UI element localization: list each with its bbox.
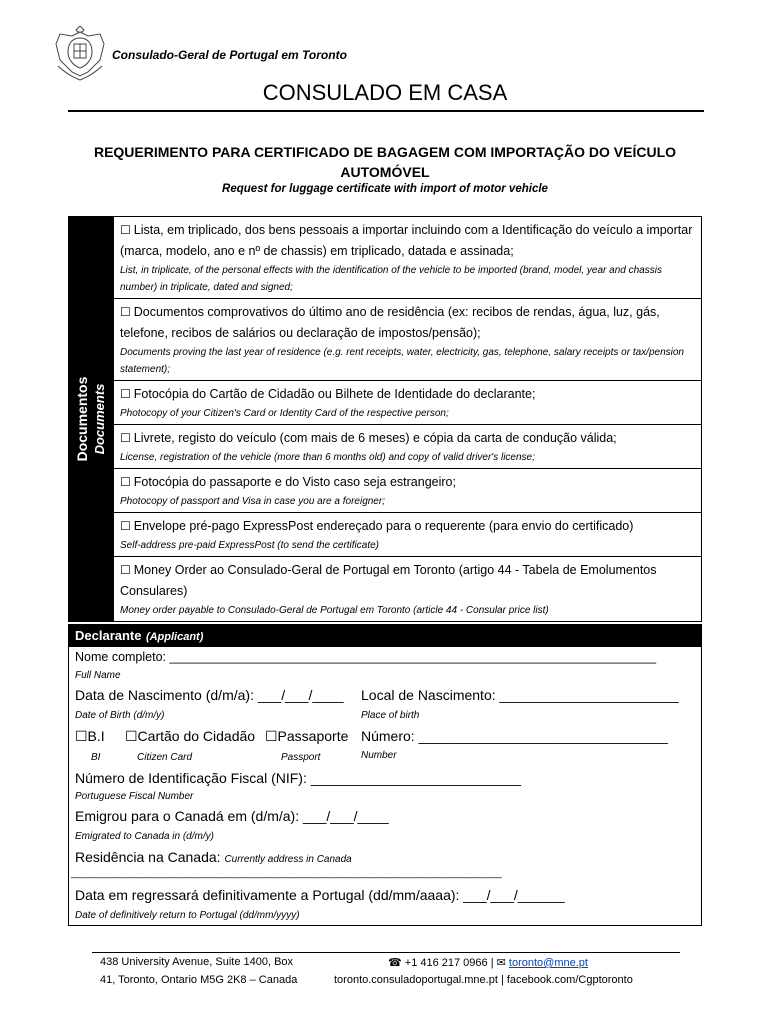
- document-row: [69, 425, 702, 469]
- bi-label-en: BI: [91, 752, 101, 763]
- phone-icon: ☎: [388, 957, 402, 969]
- document-text-pt: Money Order ao Consulado-Geral de Portugal em Toronto (artigo 44 - Tabela de Emolumentos Consulares): [120, 563, 657, 598]
- footer-contact: [388, 956, 588, 969]
- residence-address-line[interactable]: _____________________________________________________________________________________: [71, 868, 502, 879]
- document-row: [69, 299, 702, 381]
- document-text-en: License, registration of the vehicle (more than 6 months old) and copy of valid driver's license;: [120, 452, 535, 463]
- document-row: [69, 217, 702, 299]
- emigrated-label-en: Emigrated to Canada in (d/m/y): [75, 831, 214, 842]
- document-text-pt: Fotocópia do passaporte e do Visto caso seja estrangeiro;: [133, 475, 456, 489]
- document-row: [69, 557, 702, 622]
- documents-table: [68, 216, 702, 622]
- birthplace-field[interactable]: Local de Nascimento: _______________________: [361, 687, 679, 703]
- residence-label-en: Currently address in Canada: [224, 854, 352, 865]
- side-label-en: Documents: [92, 383, 107, 455]
- nif-field[interactable]: Número de Identificação Fiscal (NIF): ___________________________: [75, 770, 521, 786]
- return-date-label-en: Date of definitively return to Portugal (dd/mm/yyyy): [75, 910, 300, 921]
- document-text-pt: Livrete, registo do veículo (com mais de 6 meses) e cópia da carta de condução válida;: [133, 431, 617, 445]
- document-text-en: Photocopy of your Citizen's Card or Identity Card of the respective person;: [120, 408, 449, 419]
- footer-phone: +1 416 217 0966 |: [404, 957, 494, 969]
- document-row: [69, 469, 702, 513]
- footer-email-link[interactable]: toronto@mne.pt: [508, 957, 588, 969]
- residence-field[interactable]: [75, 849, 352, 865]
- coat-of-arms-icon: [50, 26, 110, 82]
- document-text-en: Photocopy of passport and Visa in case you are a foreigner;: [120, 496, 385, 507]
- document-text-pt: Lista, em triplicado, dos bens pessoais a importar incluindo com a Identificação do veículo a importar (marca, modelo, ano e nº de chassis) em triplicado, datada e assinada;: [120, 223, 693, 258]
- footer-web[interactable]: toronto.consuladoportugal.mne.pt | facebook.com/Cgptoronto: [334, 974, 633, 986]
- document-item: [114, 469, 702, 513]
- document-text-en: Money order payable to Consulado-Geral de Portugal em Toronto (article 44 - Consular price list): [120, 605, 549, 616]
- footer-address-line2: 41, Toronto, Ontario M5G 2K8 – Canada: [100, 974, 298, 986]
- document-row: [69, 381, 702, 425]
- mail-icon: ✉: [496, 957, 506, 969]
- checkbox[interactable]: ☐: [120, 475, 131, 489]
- checkbox[interactable]: ☐: [120, 519, 131, 533]
- document-row: [69, 513, 702, 557]
- document-item: [114, 299, 702, 381]
- title-divider: [68, 110, 704, 112]
- document-item: [114, 425, 702, 469]
- dob-field[interactable]: Data de Nascimento (d/m/a): ___/___/____: [75, 687, 344, 703]
- document-item: [114, 217, 702, 299]
- document-text-en: List, in triplicate, of the personal effects with the identification of the vehicle to be imported (brand, model, year and chassis number) in triplicate, dated and signed;: [120, 265, 662, 293]
- birthplace-label-en: Place of birth: [361, 710, 420, 721]
- bi-checkbox[interactable]: ☐B.I: [75, 728, 105, 744]
- checkbox[interactable]: ☐: [120, 387, 131, 401]
- document-text-en: Self-address pre-paid ExpressPost (to send the certificate): [120, 540, 380, 551]
- request-subtitle: Request for luggage certificate with import of motor vehicle: [222, 183, 548, 195]
- return-date-field[interactable]: Data em regressará definitivamente a Portugal (dd/mm/aaaa): ___/___/______: [75, 887, 565, 903]
- documents-side-label: [69, 217, 114, 622]
- full-name-label-en: Full Name: [75, 670, 121, 681]
- side-label-pt: Documentos: [74, 376, 90, 462]
- number-label-en: Number: [361, 750, 397, 761]
- declarant-header: [69, 625, 701, 647]
- citizen-card-checkbox[interactable]: ☐Cartão do Cidadão: [125, 728, 256, 744]
- passport-label-en: Passport: [281, 752, 321, 763]
- checkbox[interactable]: ☐: [120, 563, 131, 577]
- citizen-card-label-en: Citizen Card: [137, 752, 193, 763]
- request-title: [70, 142, 700, 182]
- document-item: [114, 557, 702, 622]
- document-text-pt: Documentos comprovativos do último ano de residência (ex: recibos de rendas, água, luz, gás, telefone, recibos de salários ou declaração de impostos/pensão);: [120, 305, 660, 340]
- checkbox[interactable]: ☐: [120, 431, 131, 445]
- page-title: CONSULADO EM CASA: [262, 80, 508, 105]
- document-number-field[interactable]: Número: ________________________________: [361, 728, 668, 744]
- declarant-title: Declarante: [75, 628, 142, 643]
- declarant-title-en: (Applicant): [145, 631, 204, 643]
- dob-label-en: Date of Birth (d/m/y): [75, 710, 165, 721]
- footer-address-line1: 438 University Avenue, Suite 1400, Box: [100, 956, 294, 968]
- checkbox[interactable]: ☐: [120, 223, 131, 237]
- document-item: [114, 513, 702, 557]
- footer-divider: [92, 952, 680, 953]
- request-title-line2: AUTOMÓVEL: [340, 164, 430, 180]
- request-title-line1: REQUERIMENTO PARA CERTIFICADO DE BAGAGEM COM IMPORTAÇÃO DO VEÍCULO: [93, 144, 677, 160]
- residence-label: Residência na Canada:: [75, 849, 221, 865]
- document-text-pt: Envelope pré-pago ExpressPost endereçado para o requerente (para envio do certificado): [133, 519, 634, 533]
- document-text-en: Documents proving the last year of residence (e.g. rent receipts, water, electricity, gas, telephone, salary receipts or tax/pension statement);: [120, 347, 684, 375]
- nif-label-en: Portuguese Fiscal Number: [75, 791, 194, 802]
- emigrated-field[interactable]: Emigrou para o Canadá em (d/m/a): ___/___/____: [75, 808, 389, 824]
- declarant-section: [68, 624, 702, 926]
- consulate-name: Consulado-Geral de Portugal em Toronto: [112, 48, 347, 62]
- document-text-pt: Fotocópia do Cartão de Cidadão ou Bilhete de Identidade do declarante;: [133, 387, 536, 401]
- checkbox[interactable]: ☐: [120, 305, 131, 319]
- document-item: [114, 381, 702, 425]
- full-name-field[interactable]: Nome completo: ______________________________________________________________________: [75, 650, 657, 664]
- passport-checkbox[interactable]: ☐Passaporte: [265, 728, 349, 744]
